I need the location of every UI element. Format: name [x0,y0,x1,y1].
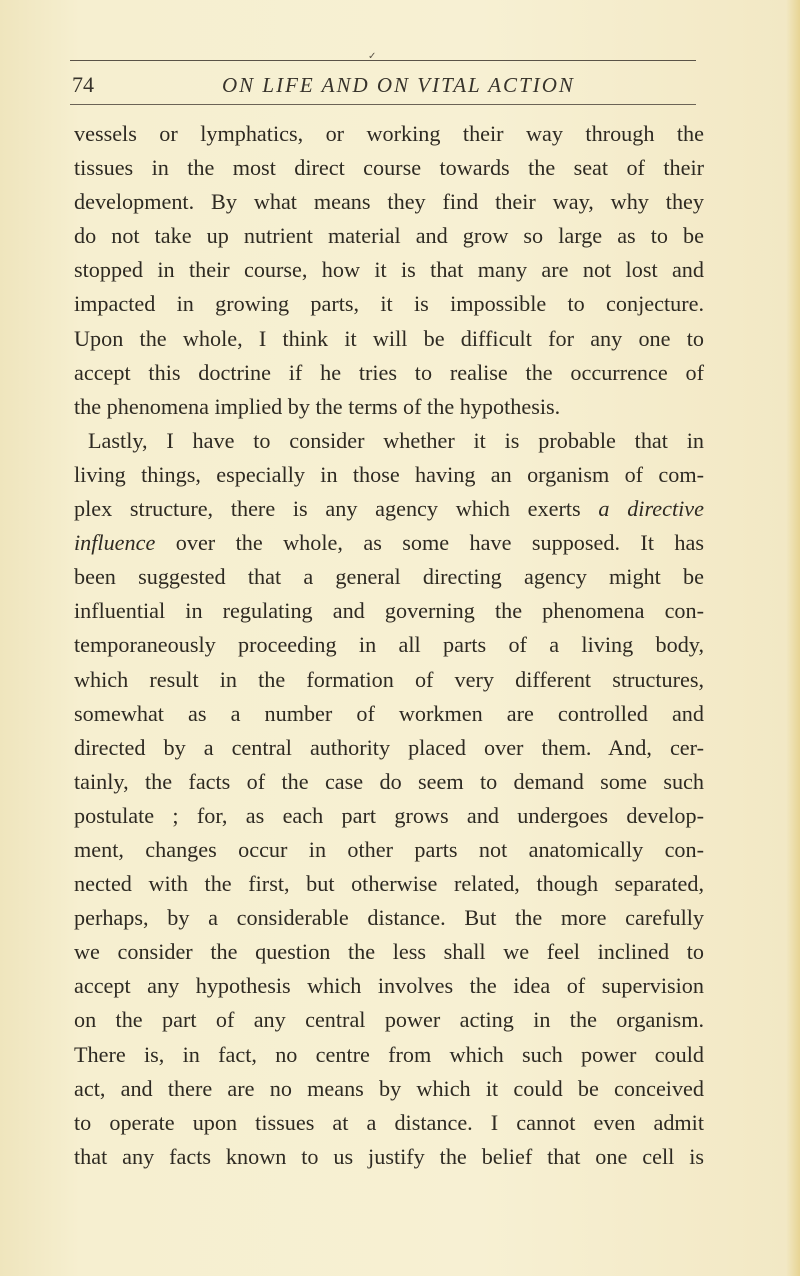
text-line: vessels or lymphatics, or working their way through the [74,121,704,146]
italic-phrase: influence [74,530,156,556]
text-line: ment, changes occur in other parts not anatomically con- [74,836,704,862]
text-line: Lastly, I have to consider whether it is probable that in [88,427,704,453]
text-line: postulate ; for, as each part grows and undergoes develop- [74,802,704,828]
text-line: stopped in their course, how it is that many are not lost and [74,257,704,283]
text-line: Upon the whole, I think it will be difficult for any one to [74,325,704,351]
body-text [74,117,704,1174]
text-line: development. By what means they find their way, why they [74,189,704,215]
text-line [74,492,704,526]
text-line: temporaneously proceeding in all parts of a living body, [74,632,704,658]
text-line: to operate upon tissues at a distance. I cannot even admit [74,1109,704,1135]
text-line: act, and there are no means by which it could be conceived [74,1075,704,1101]
page-number: 74 [72,72,94,97]
running-title: ON LIFE AND ON VITAL ACTION [222,73,575,97]
text-line: nected with the first, but otherwise related, though separated, [74,871,704,897]
text-line: that any facts known to us justify the belief that one cell is [74,1143,704,1169]
text-line: perhaps, by a considerable distance. But the more carefully [74,905,704,931]
text-line: tainly, the facts of the case do seem to demand some such [74,768,704,794]
text-line: There is, in fact, no centre from which such power could [74,1041,704,1067]
page-edge-shading [786,0,800,1276]
text-line: been suggested that a general directing agency might be [74,564,704,590]
text-line: directed by a central authority placed over them. And, cer- [74,734,704,760]
text-fragment: plex structure, there is any agency which exerts [74,496,599,522]
header-rule [70,104,696,105]
text-fragment: over the whole, as some have supposed. It has [155,530,704,556]
text-line: do not take up nutrient material and grow so large as to be [74,223,704,249]
text-line: tissues in the most direct course towards the seat of their [74,155,704,181]
text-line: somewhat as a number of workmen are controlled and [74,700,704,726]
printer-mark: ✓ [368,51,377,62]
text-line [74,526,704,560]
top-rule [70,60,696,61]
text-line: the phenomena implied by the terms of the hypothesis. [74,393,561,419]
text-line: impacted in growing parts, it is impossible to conjecture. [74,291,704,317]
italic-phrase: a directive [598,496,704,522]
text-line: we consider the question the less shall we feel inclined to [74,939,704,965]
text-line: accept this doctrine if he tries to realise the occurrence of [74,359,704,385]
text-line: influential in regulating and governing the phenomena con- [74,598,704,624]
text-line: accept any hypothesis which involves the idea of supervision [74,973,704,999]
text-line: on the part of any central power acting in the organism. [74,1007,704,1033]
text-line: which result in the formation of very different structures, [74,666,704,692]
text-line: living things, especially in those having an organism of com- [74,461,704,487]
